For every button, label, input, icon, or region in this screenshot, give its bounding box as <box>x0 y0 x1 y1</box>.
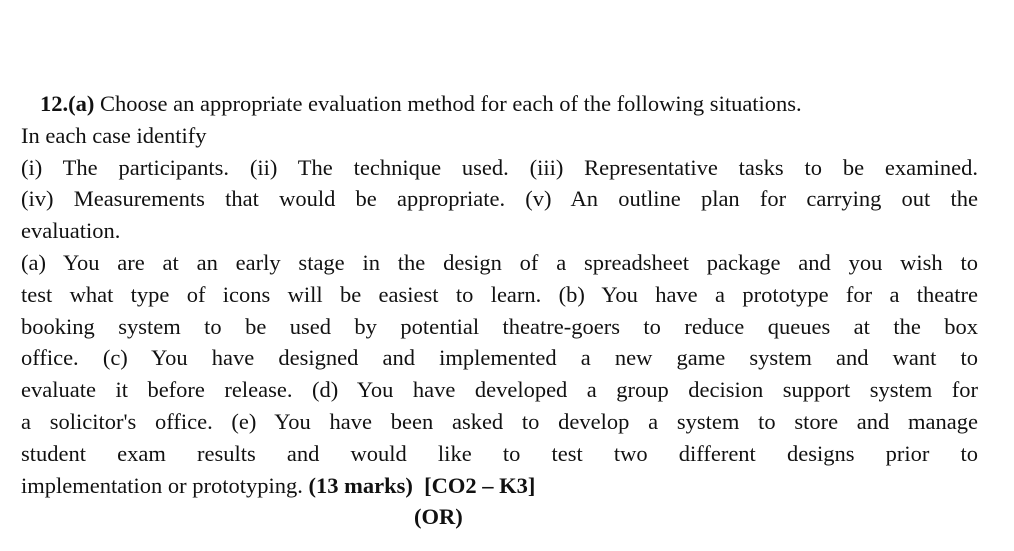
question-12a <box>21 88 978 533</box>
question-line-3: (iv) Measurements that would be appropriate. (v) An outline plan for carrying out the <box>21 186 978 212</box>
question-line-5: (a) You are at an early stage in the design of a spreadsheet package and you wish to <box>21 249 978 275</box>
question-number: 12.(a) <box>40 91 95 116</box>
question-line-2: (i) The participants. (ii) The technique used. (iii) Representative tasks to be examined. <box>21 154 978 180</box>
course-outcome-label: [CO2 – K3] <box>424 472 536 498</box>
question-line-4: evaluation. <box>21 218 121 244</box>
question-heading-line <box>21 88 978 120</box>
question-line-10: a solicitor's office. (e) You have been asked to develop a system to store and manage <box>21 408 978 434</box>
question-line-9: evaluate it before release. (d) You have developed a group decision support system for <box>21 377 978 403</box>
question-line-1: In each case identify <box>21 122 207 148</box>
or-label: (OR) <box>414 504 463 530</box>
question-line-7: booking system to be used by potential theatre-goers to reduce queues at the box <box>21 313 978 339</box>
question-line-11: student exam results and would like to test two different designs prior to <box>21 440 978 466</box>
question-line-6: test what type of icons will be easiest to learn. (b) You have a prototype for a theatre <box>21 281 978 307</box>
question-last-line <box>21 470 978 502</box>
question-line-8: office. (c) You have designed and implemented a new game system and want to <box>21 345 978 371</box>
question-intro: Choose an appropriate evaluation method for each of the following situations. <box>94 91 802 116</box>
marks-label: (13 marks) <box>308 472 413 498</box>
question-last-line-text: implementation or prototyping. <box>21 472 309 498</box>
